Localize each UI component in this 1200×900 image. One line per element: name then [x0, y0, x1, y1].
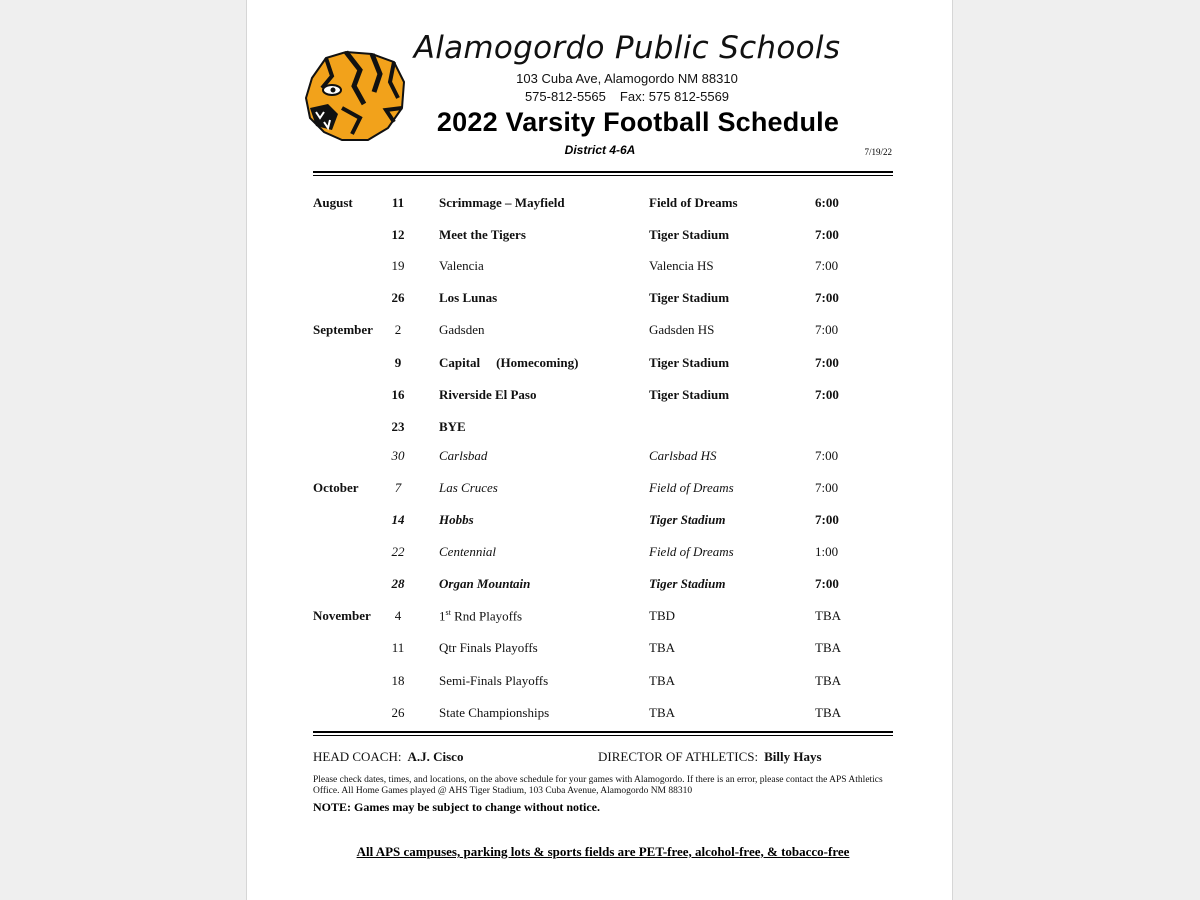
schedule-notice: Please check dates, times, and locations, on the above schedule for your games with Alamogordo. If there is an error, please contact the APS Athletics Office. All Home Games played @ AHS Tiger Stadium, 103 Cuba Avenue, Alamogordo NM 88310	[313, 775, 883, 796]
schedule-time: 7:00	[815, 576, 839, 591]
schedule-time: 7:00	[815, 448, 839, 463]
schedule-day: 7	[394, 480, 402, 495]
head-coach-name: A.J. Cisco	[407, 749, 464, 764]
schedule-day: 11	[391, 640, 405, 655]
schedule-opponent: Organ Mountain	[439, 576, 531, 591]
schedule-opponent: Semi-Finals Playoffs	[439, 673, 549, 688]
schedule-location: Gadsden HS	[649, 322, 715, 337]
schedule-time: 7:00	[815, 512, 839, 527]
schedule-opponent: Meet the Tigers	[439, 227, 526, 242]
schedule-time: 6:00	[815, 195, 839, 210]
schedule-opponent: Riverside El Paso	[439, 387, 537, 402]
schedule-time: 1:00	[815, 544, 839, 559]
schedule-day: 18	[391, 673, 405, 688]
schedule-opponent: Los Lunas	[439, 290, 498, 305]
schedule-opponent: Carlsbad	[439, 448, 488, 463]
schedule-time: 7:00	[815, 227, 839, 242]
schedule-location: Field of Dreams	[649, 195, 738, 210]
school-contact	[400, 89, 854, 104]
bottom-divider	[313, 731, 893, 736]
top-divider	[313, 171, 893, 176]
athletic-director-line	[598, 749, 822, 765]
school-name: Alamogordo Public Schools	[413, 30, 841, 66]
head-coach-line	[313, 749, 463, 765]
campus-policy: All APS campuses, parking lots & sports fields are PET-free, alcohol-free, & tobacco-free	[356, 844, 850, 859]
schedule-day: 19	[391, 258, 405, 273]
schedule-opponent: Scrimmage – Mayfield	[439, 195, 565, 210]
athletic-director-label: DIRECTOR OF ATHLETICS:	[598, 749, 759, 764]
schedule-title: 2022 Varsity Football Schedule	[436, 107, 840, 137]
schedule-location: Tiger Stadium	[649, 387, 730, 402]
schedule-time: TBA	[815, 640, 841, 655]
schedule-opponent: Qtr Finals Playoffs	[439, 640, 538, 655]
schedule-month: November	[313, 608, 371, 623]
schedule-time: 7:00	[815, 290, 839, 305]
schedule-location: TBA	[649, 673, 675, 688]
schedule-location: Tiger Stadium	[649, 227, 730, 242]
schedule-time: 7:00	[815, 322, 839, 337]
schedule-day: 14	[391, 512, 405, 527]
schedule-day: 26	[391, 290, 405, 305]
schedule-time: TBA	[815, 673, 841, 688]
schedule-day: 22	[391, 544, 405, 559]
schedule-opponent: Gadsden	[439, 322, 485, 337]
schedule-day: 9	[394, 355, 402, 370]
schedule-day: 26	[391, 705, 405, 720]
schedule-time: 7:00	[815, 355, 839, 370]
schedule-opponent: Hobbs	[439, 512, 474, 527]
schedule-opponent: State Championships	[439, 705, 550, 720]
schedule-opponent: 1st Rnd Playoffs	[439, 608, 523, 624]
schedule-location: Tiger Stadium	[649, 512, 726, 527]
schedule-time: 7:00	[815, 387, 839, 402]
schedule-location: Tiger Stadium	[649, 576, 726, 591]
schedule-location: Carlsbad HS	[649, 448, 717, 463]
schedule-opponent: Capital (Homecoming)	[439, 355, 579, 370]
schedule-location: Valencia HS	[649, 258, 714, 273]
schedule-location: Tiger Stadium	[649, 290, 730, 305]
schedule-location: Field of Dreams	[649, 544, 734, 559]
schedule-day: 11	[391, 195, 405, 210]
schedule-location: TBA	[649, 640, 675, 655]
schedule-location: Tiger Stadium	[649, 355, 730, 370]
schedule-time: 7:00	[815, 480, 839, 495]
schedule-note: (Homecoming)	[496, 355, 579, 370]
schedule-time: TBA	[815, 705, 841, 720]
school-address: 103 Cuba Ave, Alamogordo NM 88310	[516, 71, 738, 86]
athletic-director-name: Billy Hays	[764, 749, 822, 764]
schedule-day: 28	[391, 576, 405, 591]
change-note: NOTE: Games may be subject to change without notice.	[313, 800, 600, 814]
schedule-time: 7:00	[815, 258, 839, 273]
school-phone: 575-812-5565	[524, 89, 606, 104]
district-label: District 4-6A	[564, 143, 636, 157]
schedule-month: October	[313, 480, 359, 495]
schedule-day: 4	[394, 608, 402, 623]
schedule-opponent: BYE	[439, 419, 466, 434]
schedule-opponent: Valencia	[439, 258, 484, 273]
left-margin-background	[0, 0, 246, 900]
schedule-opponent: Las Cruces	[439, 480, 498, 495]
schedule-location: Field of Dreams	[649, 480, 734, 495]
schedule-location: TBD	[649, 608, 675, 623]
head-coach-label: HEAD COACH:	[313, 749, 402, 764]
revision-date: 7/19/22	[864, 147, 892, 157]
schedule-day: 16	[391, 387, 405, 402]
right-margin-background	[953, 0, 1200, 900]
schedule-opponent: Centennial	[439, 544, 497, 559]
schedule-month: August	[313, 195, 353, 210]
schedule-day: 30	[391, 448, 405, 463]
schedule-day: 23	[391, 419, 405, 434]
school-fax: Fax: 575 812-5569	[619, 89, 730, 104]
schedule-day: 2	[394, 322, 402, 337]
schedule-time: TBA	[815, 608, 841, 623]
schedule-day: 12	[391, 227, 405, 242]
schedule-location: TBA	[649, 705, 675, 720]
schedule-month: September	[313, 322, 373, 337]
